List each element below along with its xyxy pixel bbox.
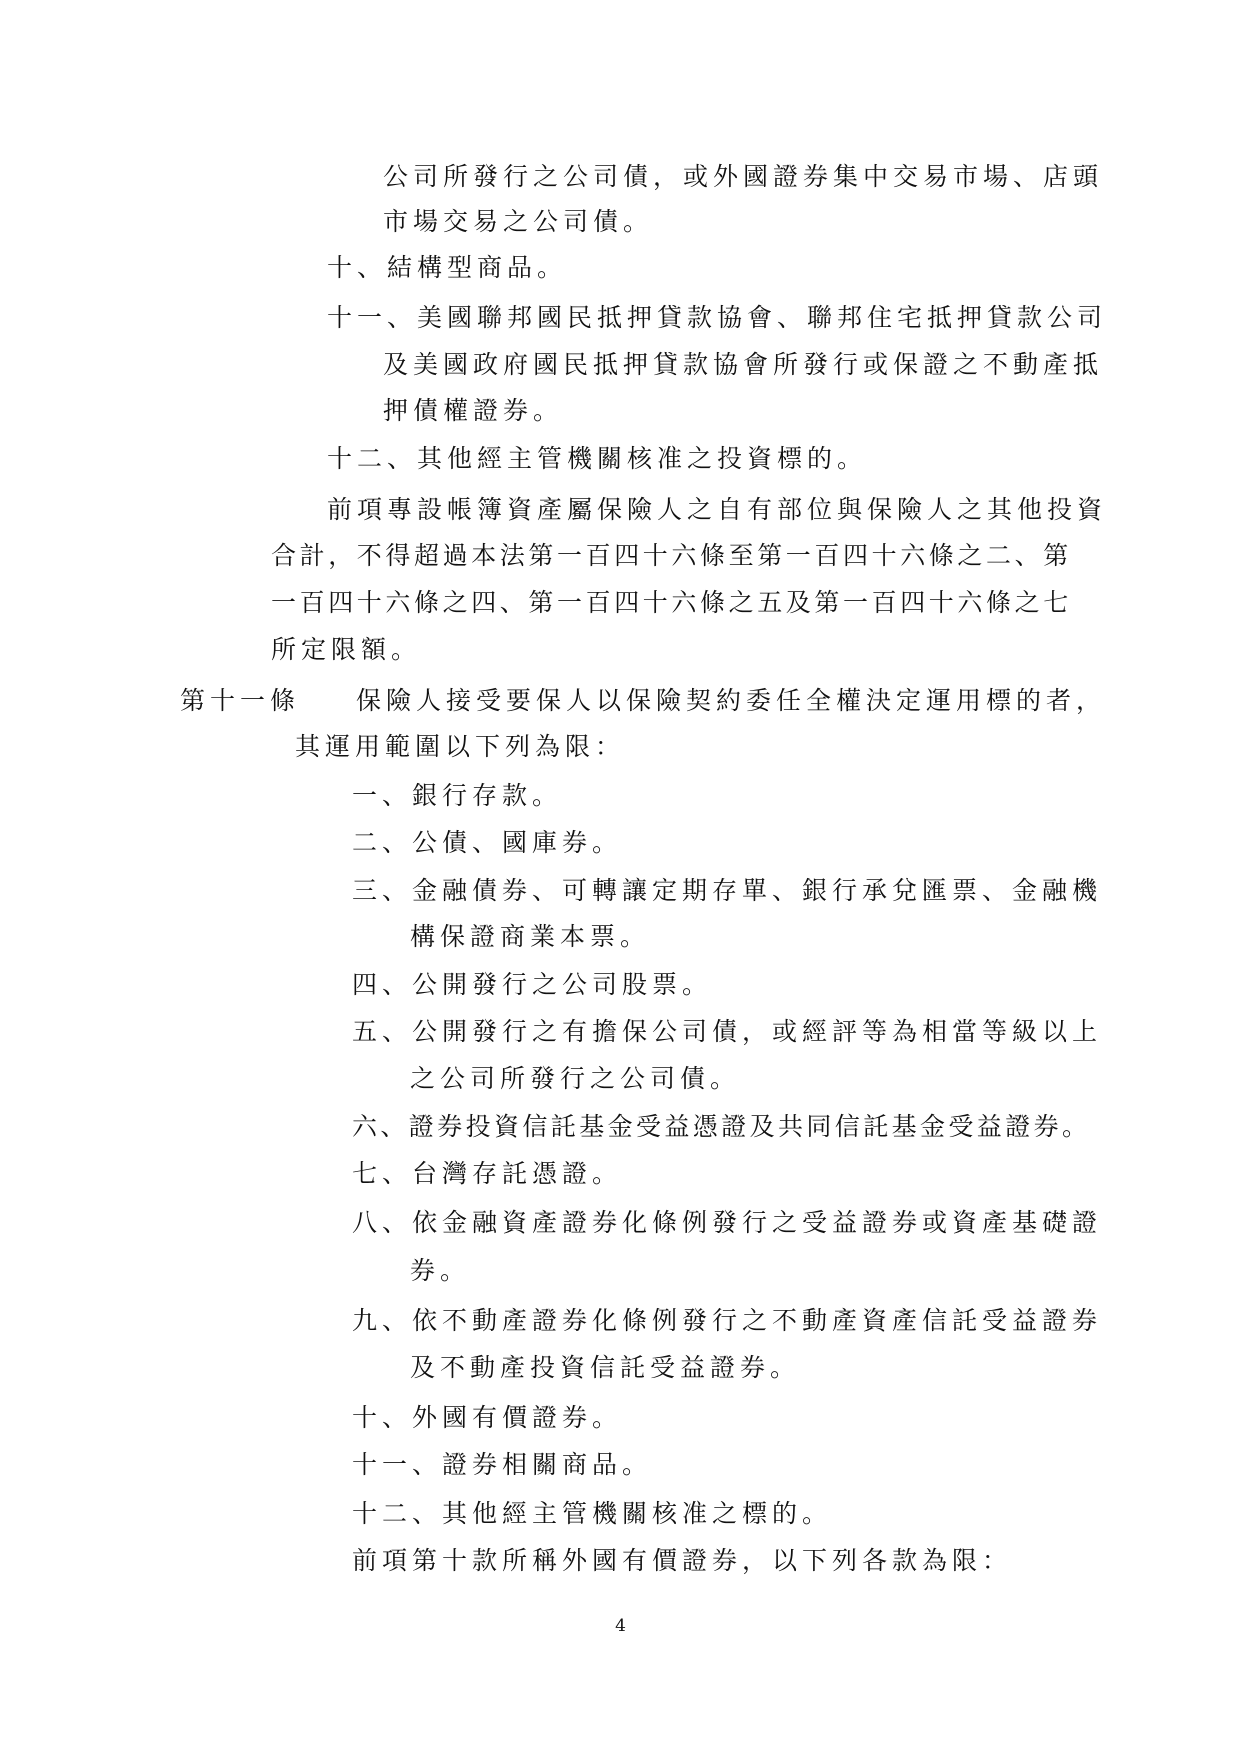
list-item: 十、結構型商品。 [327,253,568,282]
article-text: 其運用範圍以下列為限： [295,732,626,761]
article-text: 保險人接受要保人以保險契約委任全權決定運用標的者， [356,686,1107,715]
paragraph-line: 前項第十款所稱外國有價證券，以下列各款為限： [352,1546,1013,1575]
paragraph-line: 前項專設帳簿資產屬保險人之自有部位與保險人之其他投資 [327,495,1108,524]
page-number: 4 [615,1616,626,1636]
list-item: 七、台灣存託憑證。 [352,1159,623,1188]
text-line: 及不動產投資信託受益證券。 [410,1353,801,1382]
text-line: 公司所發行之公司債，或外國證券集中交易市場、店頭 [383,162,1104,191]
paragraph-line: 合計，不得超過本法第一百四十六條至第一百四十六條之二、第 [271,541,1072,570]
text-line: 之公司所發行之公司債。 [410,1064,741,1093]
text-line: 券。 [410,1256,471,1285]
list-item: 三、金融債券、可轉讓定期存單、銀行承兌匯票、金融機 [352,876,1103,905]
list-item: 十二、其他經主管機關核准之投資標的。 [327,444,868,473]
text-line: 押債權證券。 [383,396,564,425]
text-line: 構保證商業本票。 [410,922,651,951]
article-heading: 第十一條 [180,686,301,715]
list-item: 八、依金融資產證券化條例發行之受益證券或資產基礎證 [352,1208,1103,1237]
list-item: 二、公債、國庫券。 [352,828,623,857]
paragraph-line: 所定限額。 [271,635,422,664]
list-item: 六、證券投資信託基金受益憑證及共同信託基金受益證券。 [352,1112,1091,1141]
text-line: 市場交易之公司債。 [383,207,654,236]
text-line: 及美國政府國民抵押貸款協會所發行或保證之不動產抵 [383,350,1104,379]
list-item: 四、公開發行之公司股票。 [352,970,713,999]
list-item: 十一、美國聯邦國民抵押貸款協會、聯邦住宅抵押貸款公司 [327,303,1108,332]
list-item: 十二、其他經主管機關核准之標的。 [352,1499,833,1528]
paragraph-line: 一百四十六條之四、第一百四十六條之五及第一百四十六條之七 [271,588,1072,617]
list-item: 九、依不動產證券化條例發行之不動產資產信託受益證券 [352,1306,1103,1335]
list-item: 十一、證券相關商品。 [352,1450,653,1479]
list-item: 一、銀行存款。 [352,781,563,810]
list-item: 五、公開發行之有擔保公司債，或經評等為相當等級以上 [352,1017,1103,1046]
list-item: 十、外國有價證券。 [352,1403,623,1432]
